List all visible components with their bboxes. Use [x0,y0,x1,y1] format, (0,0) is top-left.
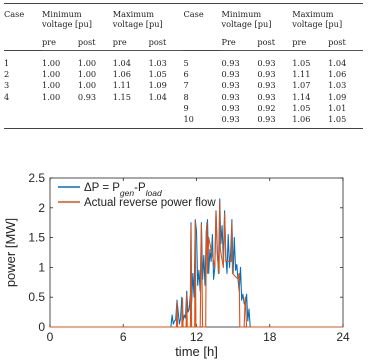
voltage-cell: 0.93 [257,91,276,102]
table-row [4,102,363,113]
table-row [4,91,363,102]
min-voltage-header-left [42,4,113,33]
voltage-cell: 1.09 [148,80,167,91]
voltage-cell: 0.93 [257,57,276,68]
min-voltage-header-line2: voltage [pu] [42,19,92,30]
voltage-cell: 1.06 [292,114,311,124]
voltage-table-container [4,3,363,129]
max-voltage-header-right [292,4,363,33]
voltage-cell: 1.00 [77,80,97,91]
voltage-cell: 1.15 [112,91,131,102]
voltage-cell: 1.04 [112,57,131,68]
voltage-cell: 1.06 [328,69,347,79]
x-tick-label: 18 [263,330,277,344]
max-voltage-header-left [113,4,184,33]
voltage-cell [78,114,113,129]
y-tick-label: 2 [38,200,45,215]
voltage-cell: 0.93 [77,91,97,102]
y-tick-label: 2.5 [28,171,45,185]
series-reverse-flow-line [50,202,343,327]
voltage-cell [42,114,78,129]
case-cell: 7 [183,80,189,91]
sub-header-cell: post [257,33,292,51]
voltage-cell: 1.05 [148,69,167,79]
max-voltage-header-line2: voltage [pu] [112,19,163,30]
x-tick-label: 0 [46,330,54,344]
series-delta-p-line [50,199,343,327]
voltage-cell: 1.03 [328,80,347,91]
voltage-cell: 0.93 [221,114,240,124]
voltage-cell [113,114,149,129]
voltage-cell: 0.93 [221,102,240,113]
case-cell: 4 [4,91,10,102]
max-voltage-header-line1: Maximum [292,9,334,19]
voltage-cell: 0.93 [221,69,240,79]
voltage-cell: 1.04 [328,57,347,68]
legend-label: Actual reverse power flow [84,197,216,209]
voltage-cell: 1.03 [148,57,167,68]
case-cell [4,102,42,113]
y-tick-label: 1 [38,260,45,275]
y-axis-label: power [MW] [3,217,18,288]
case-cell: 5 [183,57,189,68]
voltage-cell [113,102,149,113]
table-body [4,50,363,129]
voltage-cell: 0.93 [257,80,276,91]
voltage-cell: 1.11 [292,69,311,79]
voltage-cell [149,102,184,113]
table-row [4,69,363,80]
case-cell: 8 [183,91,189,102]
voltage-cell [42,102,78,113]
sub-header-cell: Pre [221,33,257,51]
x-tick-label: 6 [119,330,127,344]
voltage-cell: 0.93 [257,69,276,79]
voltage-cell: 0.92 [257,102,276,113]
sub-header-cell: pre [292,33,328,51]
voltage-cell [78,102,113,113]
voltage-cell: 1.14 [292,91,311,102]
blank-cell [183,33,221,51]
sub-header-cell: pre [113,33,149,51]
sub-header-cell: post [78,33,113,51]
chart-legend [58,182,216,209]
voltage-cell: 1.04 [148,91,167,102]
case-cell: 10 [183,114,194,124]
min-voltage-header-right [221,4,292,33]
min-voltage-header-line2: voltage [pu] [221,19,272,30]
voltage-cell: 1.05 [292,102,311,113]
sub-header-cell: post [328,33,363,51]
y-tick-label: 0 [38,320,45,334]
min-voltage-header-line1: Minimum [42,9,82,19]
case-cell: 3 [4,80,10,91]
voltage-cell: 1.09 [328,91,347,102]
x-tick-label: 12 [189,330,204,344]
sub-header-cell: post [149,33,184,51]
voltage-table [4,3,363,129]
blank-cell [4,33,42,51]
table-row [4,114,363,129]
legend-label: $\Delta P = P_{gen}-P_{load}$ [84,182,162,198]
voltage-cell: 1.00 [42,57,61,68]
voltage-cell: 1.00 [42,69,61,79]
case-cell: 6 [183,69,189,79]
table-row [4,50,363,68]
chart-series-layer [50,199,343,327]
y-tick-label: 0.5 [28,290,45,305]
voltage-cell [149,114,184,129]
case-cell: 2 [4,69,10,79]
max-voltage-header-line2: voltage [pu] [292,19,343,30]
voltage-cell: 1.01 [328,102,347,113]
voltage-cell: 1.05 [292,57,311,68]
case-cell [4,114,42,129]
min-voltage-header-line1: Minimum [221,9,262,19]
x-axis-label: time [h] [175,344,218,359]
case-cell: 1 [4,57,10,68]
voltage-cell: 0.93 [221,80,240,91]
voltage-cell: 1.05 [328,114,347,124]
voltage-cell: 1.07 [292,80,311,91]
case-header-right: Case [183,9,204,19]
voltage-cell: 0.93 [221,91,240,102]
sub-header-cell: pre [42,33,78,51]
power-flow-chart [0,170,368,361]
voltage-cell: 1.06 [112,69,131,79]
voltage-cell: 0.93 [221,57,240,68]
voltage-cell: 1.00 [77,57,97,68]
case-header-left: Case [4,9,25,19]
voltage-cell: 1.11 [112,80,131,91]
y-tick-label: 1.5 [28,230,45,245]
x-tick-label: 24 [336,330,350,344]
max-voltage-header-line1: Maximum [112,9,155,19]
voltage-cell: 1.00 [42,91,61,102]
voltage-cell: 1.00 [42,80,61,91]
voltage-cell: 0.93 [257,114,276,124]
table-row [4,80,363,91]
case-cell: 9 [183,102,189,113]
voltage-cell: 1.00 [77,69,97,79]
